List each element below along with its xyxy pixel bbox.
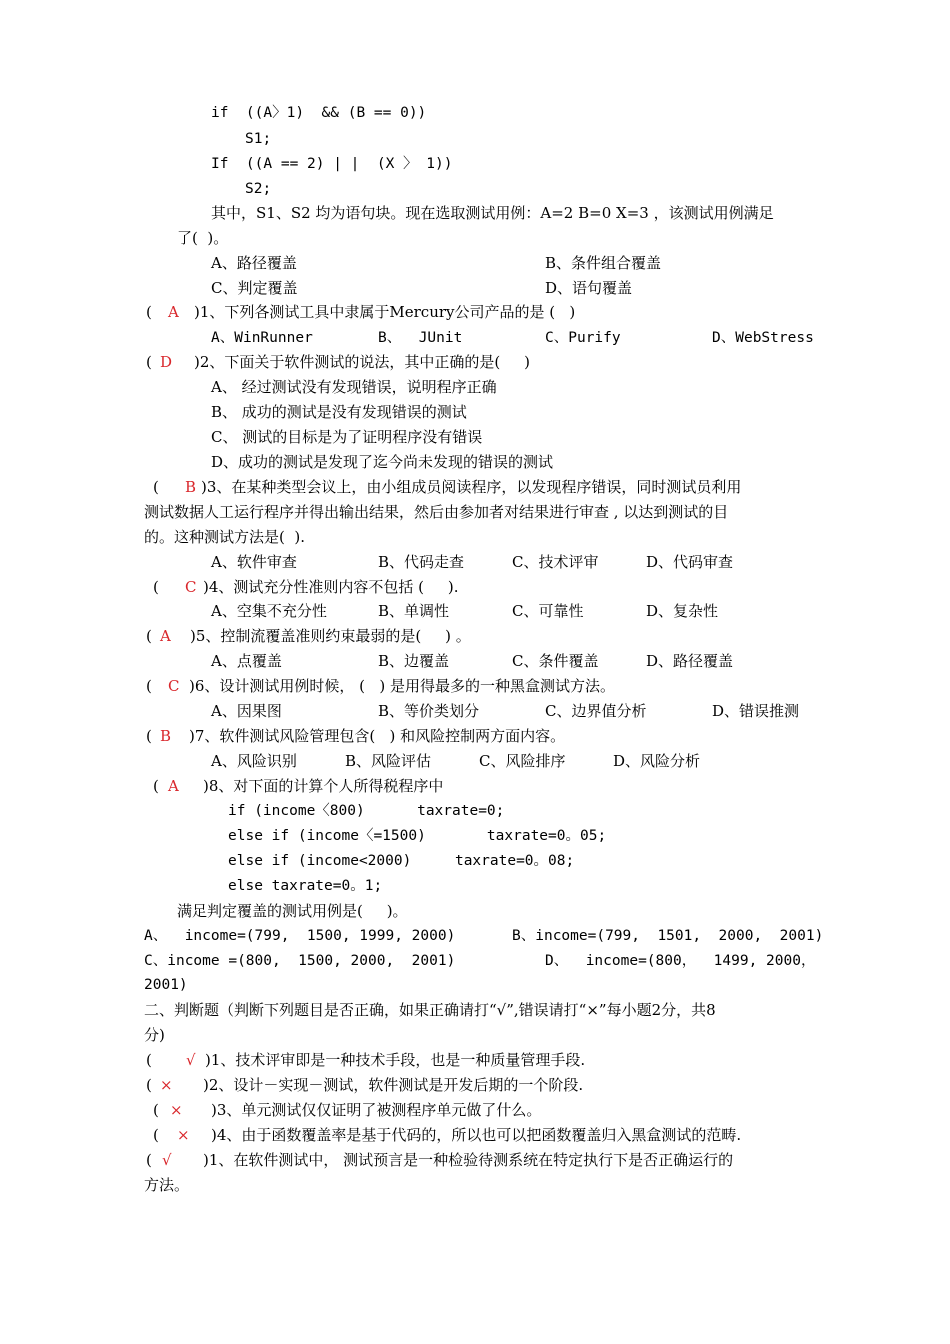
answer-mark: D	[160, 353, 173, 371]
question-stem: 的。这种测试方法是( ).	[144, 528, 306, 546]
statement: )1、技术评审即是一种技术手段，也是一种质量管理手段.	[205, 1051, 586, 1069]
option-b: B、边覆盖	[378, 652, 450, 670]
option-d: D、路径覆盖	[646, 652, 734, 670]
code-line: if ((A〉1) && (B == 0))	[211, 105, 427, 121]
answer-paren: (	[146, 1051, 152, 1069]
answer-paren: (	[146, 677, 152, 695]
check-mark-icon: √	[186, 1051, 196, 1069]
answer-mark: A	[168, 777, 179, 795]
code-line: S2;	[245, 181, 272, 197]
option-a: A、软件审查	[211, 553, 297, 571]
question-stem: )3、在某种类型会议上，由小组成员阅读程序，以发现程序错误，同时测试员利用	[201, 478, 742, 496]
statement-continued: 方法。	[144, 1176, 190, 1194]
option-b: B、代码走查	[378, 553, 465, 571]
option-c: C、判定覆盖	[211, 279, 298, 297]
option-b: B、等价类划分	[378, 702, 480, 720]
option-c: C、Purify	[545, 330, 621, 346]
statement: )1、在软件测试中， 测试预言是一种检验待测系统在特定执行下是否正确运行的	[203, 1151, 734, 1169]
option-c: C、可靠性	[512, 602, 584, 620]
option-c: C、条件覆盖	[512, 652, 599, 670]
statement: )4、由于函数覆盖率是基于代码的，所以也可以把函数覆盖归入黑盒测试的范畴.	[211, 1126, 742, 1144]
question-stem: 了( )。	[177, 229, 229, 247]
question-stem: 测试数据人工运行程序并得出输出结果，然后由参加者对结果进行审查 , 以达到测试的目	[144, 503, 729, 521]
question-stem: )2、下面关于软件测试的说法，其中正确的是( )	[194, 353, 530, 371]
option-a: A、WinRunner	[211, 330, 313, 346]
answer-mark: C	[185, 578, 197, 596]
option-d: D、复杂性	[646, 602, 719, 620]
option-c: C、风险排序	[479, 752, 566, 770]
option-a: A、点覆盖	[211, 652, 282, 670]
option-d: D、成功的测试是发现了迄今尚未发现的错误的测试	[211, 453, 554, 471]
option-d: D、错误推测	[712, 702, 800, 720]
option-d: D、代码审查	[646, 553, 734, 571]
answer-mark: B	[160, 727, 172, 745]
option-b: B、条件组合覆盖	[545, 254, 662, 272]
question-stem: )5、控制流覆盖准则约束最弱的是( ) 。	[190, 627, 471, 645]
cross-mark-icon: ×	[160, 1076, 173, 1094]
option-c: C、边界值分析	[545, 702, 647, 720]
cross-mark-icon: ×	[177, 1126, 190, 1144]
option-a: A、路径覆盖	[211, 254, 297, 272]
option-d: D、 income=(800， 1499, 2000，	[545, 953, 816, 969]
option-c: C、income =(800, 1500, 2000, 2001)	[144, 953, 456, 969]
option-d: D、语句覆盖	[545, 279, 633, 297]
answer-paren: (	[146, 1076, 152, 1094]
question-stem: )6、设计测试用例时候， ( ) 是用得最多的一种黑盒测试方法。	[189, 677, 615, 695]
section-title: 二、判断题（判断下列题目是否正确，如果正确请打“√”,错误请打“×”每小题2分，共8	[144, 1001, 716, 1019]
code-line: else taxrate=0。1;	[228, 878, 383, 894]
question-stem: 其中，S1、S2 均为语句块。现在选取测试用例：A=2 B=0 X=3 ，该测试用例满足	[211, 204, 774, 222]
question-stem: )1、下列各测试工具中隶属于Mercury公司产品的是 ( )	[194, 303, 576, 321]
check-mark-icon: √	[162, 1151, 172, 1169]
answer-paren: (	[153, 1126, 159, 1144]
cross-mark-icon: ×	[170, 1101, 183, 1119]
answer-paren: (	[153, 578, 159, 596]
question-stem: 满足判定覆盖的测试用例是( )。	[177, 902, 408, 920]
answer-paren: (	[153, 1101, 159, 1119]
code-line: else if (income<2000) taxrate=0。08;	[228, 853, 575, 869]
answer-mark: C	[168, 677, 180, 695]
option-a: A、因果图	[211, 702, 282, 720]
option-a: A、空集不充分性	[211, 602, 327, 620]
option-d-continued: 2001)	[144, 977, 188, 993]
code-line: else if (income〈=1500) taxrate=0。05;	[228, 828, 607, 844]
option-b: B、income=(799, 1501, 2000, 2001)	[512, 928, 824, 944]
code-line: S1;	[245, 131, 272, 147]
option-b: B、单调性	[378, 602, 450, 620]
option-b: B、风险评估	[345, 752, 432, 770]
answer-paren: (	[146, 627, 152, 645]
statement: )2、设计－实现－测试，软件测试是开发后期的一个阶段.	[203, 1076, 584, 1094]
option-a: A、 经过测试没有发现错误，说明程序正确	[211, 378, 497, 396]
option-a: A、 income=(799, 1500, 1999, 2000)	[144, 928, 456, 944]
option-c: C、 测试的目标是为了证明程序没有错误	[211, 428, 483, 446]
option-c: C、技术评审	[512, 553, 599, 571]
option-b: B、 JUnit	[378, 330, 463, 346]
answer-paren: (	[146, 1151, 152, 1169]
answer-paren: (	[146, 353, 152, 371]
question-stem: )4、测试充分性准则内容不包括 ( ).	[203, 578, 459, 596]
answer-paren: (	[146, 303, 152, 321]
answer-mark: B	[185, 478, 197, 496]
question-stem: )7、软件测试风险管理包含( ) 和风险控制两方面内容。	[189, 727, 566, 745]
answer-paren: (	[153, 478, 159, 496]
code-line: If ((A == 2) | | (X 〉 1))	[211, 156, 453, 172]
option-a: A、风险识别	[211, 752, 297, 770]
option-d: D、风险分析	[613, 752, 701, 770]
option-b: B、 成功的测试是没有发现错误的测试	[211, 403, 467, 421]
code-line: if (income〈800) taxrate=0;	[228, 803, 505, 819]
section-title: 分)	[144, 1026, 165, 1044]
answer-mark: A	[160, 627, 171, 645]
statement: )3、单元测试仅仅证明了被测程序单元做了什么。	[211, 1101, 542, 1119]
answer-paren: (	[153, 777, 159, 795]
answer-paren: (	[146, 727, 152, 745]
answer-mark: A	[168, 303, 179, 321]
question-stem: )8、对下面的计算个人所得税程序中	[203, 777, 444, 795]
option-d: D、WebStress	[712, 330, 814, 346]
